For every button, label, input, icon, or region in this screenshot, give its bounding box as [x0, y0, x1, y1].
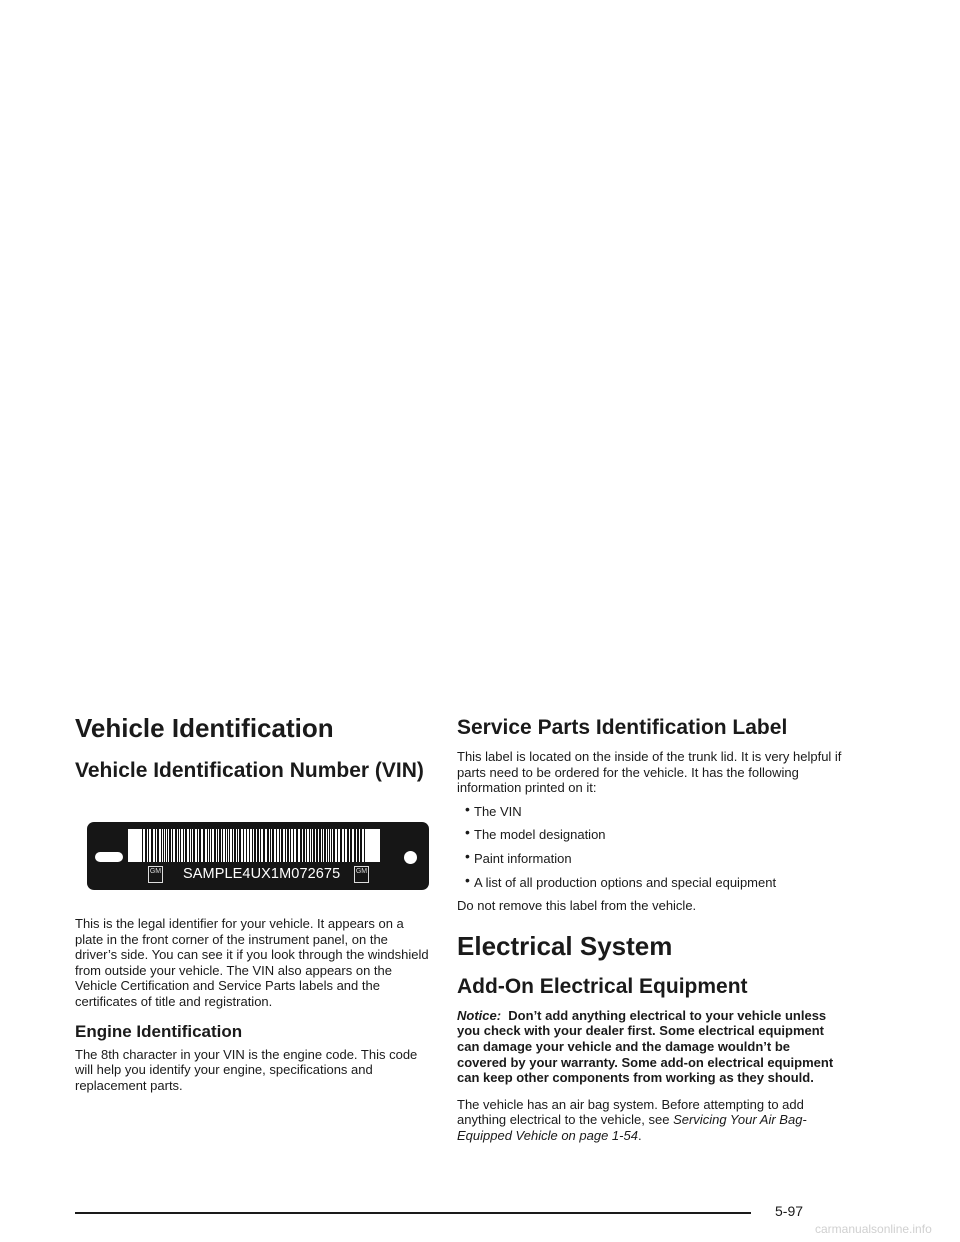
- engine-paragraph: The 8th character in your VIN is the engine code. This code will help you identify your engine, specifications and replacement parts.: [75, 1046, 418, 1093]
- notice-body: Don’t add anything electrical to your vehicle unless you check with your dealer first. Some electrical equipment can damage your vehicle and the damage wouldn’t be covered by your warranty. Some add-on electrical equipment can keep other components from working as they should.: [457, 1007, 834, 1086]
- vin-heading: Vehicle Identification Number (VIN): [75, 759, 424, 782]
- vin-paragraph: This is the legal identifier for your vehicle. It appears on a plate in the front corner of the instrument panel, on the driver’s side. You can see it if you look through the windshield from outside your vehicle. The VIN also appears on the Vehicle Certification and Service Parts labels and the certificates of title and registration.: [75, 916, 429, 1009]
- service-paragraph: This label is located on the inside of the trunk lid. It is very helpful if parts need to be ordered for the vehicle. It has the following information printed on it:: [457, 749, 842, 796]
- service-parts-heading: Service Parts Identification Label: [457, 716, 788, 739]
- plate-rivet: [404, 851, 417, 864]
- barcode: [142, 829, 366, 862]
- engine-identification-heading: Engine Identification: [75, 1021, 243, 1041]
- page-number: 5-97: [775, 1203, 804, 1219]
- notice-label: Notice:: [457, 1007, 502, 1023]
- watermark: carmanualsonline.info: [815, 1222, 932, 1236]
- footer-rule: [75, 1212, 751, 1214]
- list-item: • The model designation: [467, 827, 842, 843]
- list-item: • The VIN: [467, 804, 842, 820]
- section-title-electrical-system: Electrical System: [457, 930, 673, 961]
- right-column: [457, 715, 842, 1155]
- addon-electrical-heading: Add-On Electrical Equipment: [457, 974, 748, 998]
- left-column: [75, 712, 430, 1104]
- service-note: Do not remove this label from the vehicle.: [457, 898, 697, 914]
- airbag-reference-link[interactable]: Servicing Your Air Bag-Equipped Vehicle on page 1-54: [457, 1112, 807, 1143]
- service-items-list: [457, 804, 842, 890]
- airbag-paragraph: [457, 1097, 842, 1144]
- gm-logo-icon: GM: [354, 866, 369, 883]
- list-item: • A list of all production options and special equipment: [467, 875, 842, 891]
- plate-slot: [95, 852, 123, 862]
- airbag-text: The vehicle has an air bag system. Before attempting to add anything electrical to the vehicle, see: [457, 1096, 804, 1128]
- notice-paragraph: [457, 1008, 842, 1086]
- section-title-vehicle-identification: Vehicle Identification: [75, 713, 334, 743]
- airbag-end: .: [637, 1127, 642, 1143]
- list-item: • Paint information: [467, 851, 842, 867]
- barcode-area: [128, 829, 380, 862]
- vin-sample-text: SAMPLE4UX1M072675: [183, 866, 341, 882]
- vin-plate-illustration: [87, 822, 429, 890]
- gm-logo-icon: GM: [148, 866, 163, 883]
